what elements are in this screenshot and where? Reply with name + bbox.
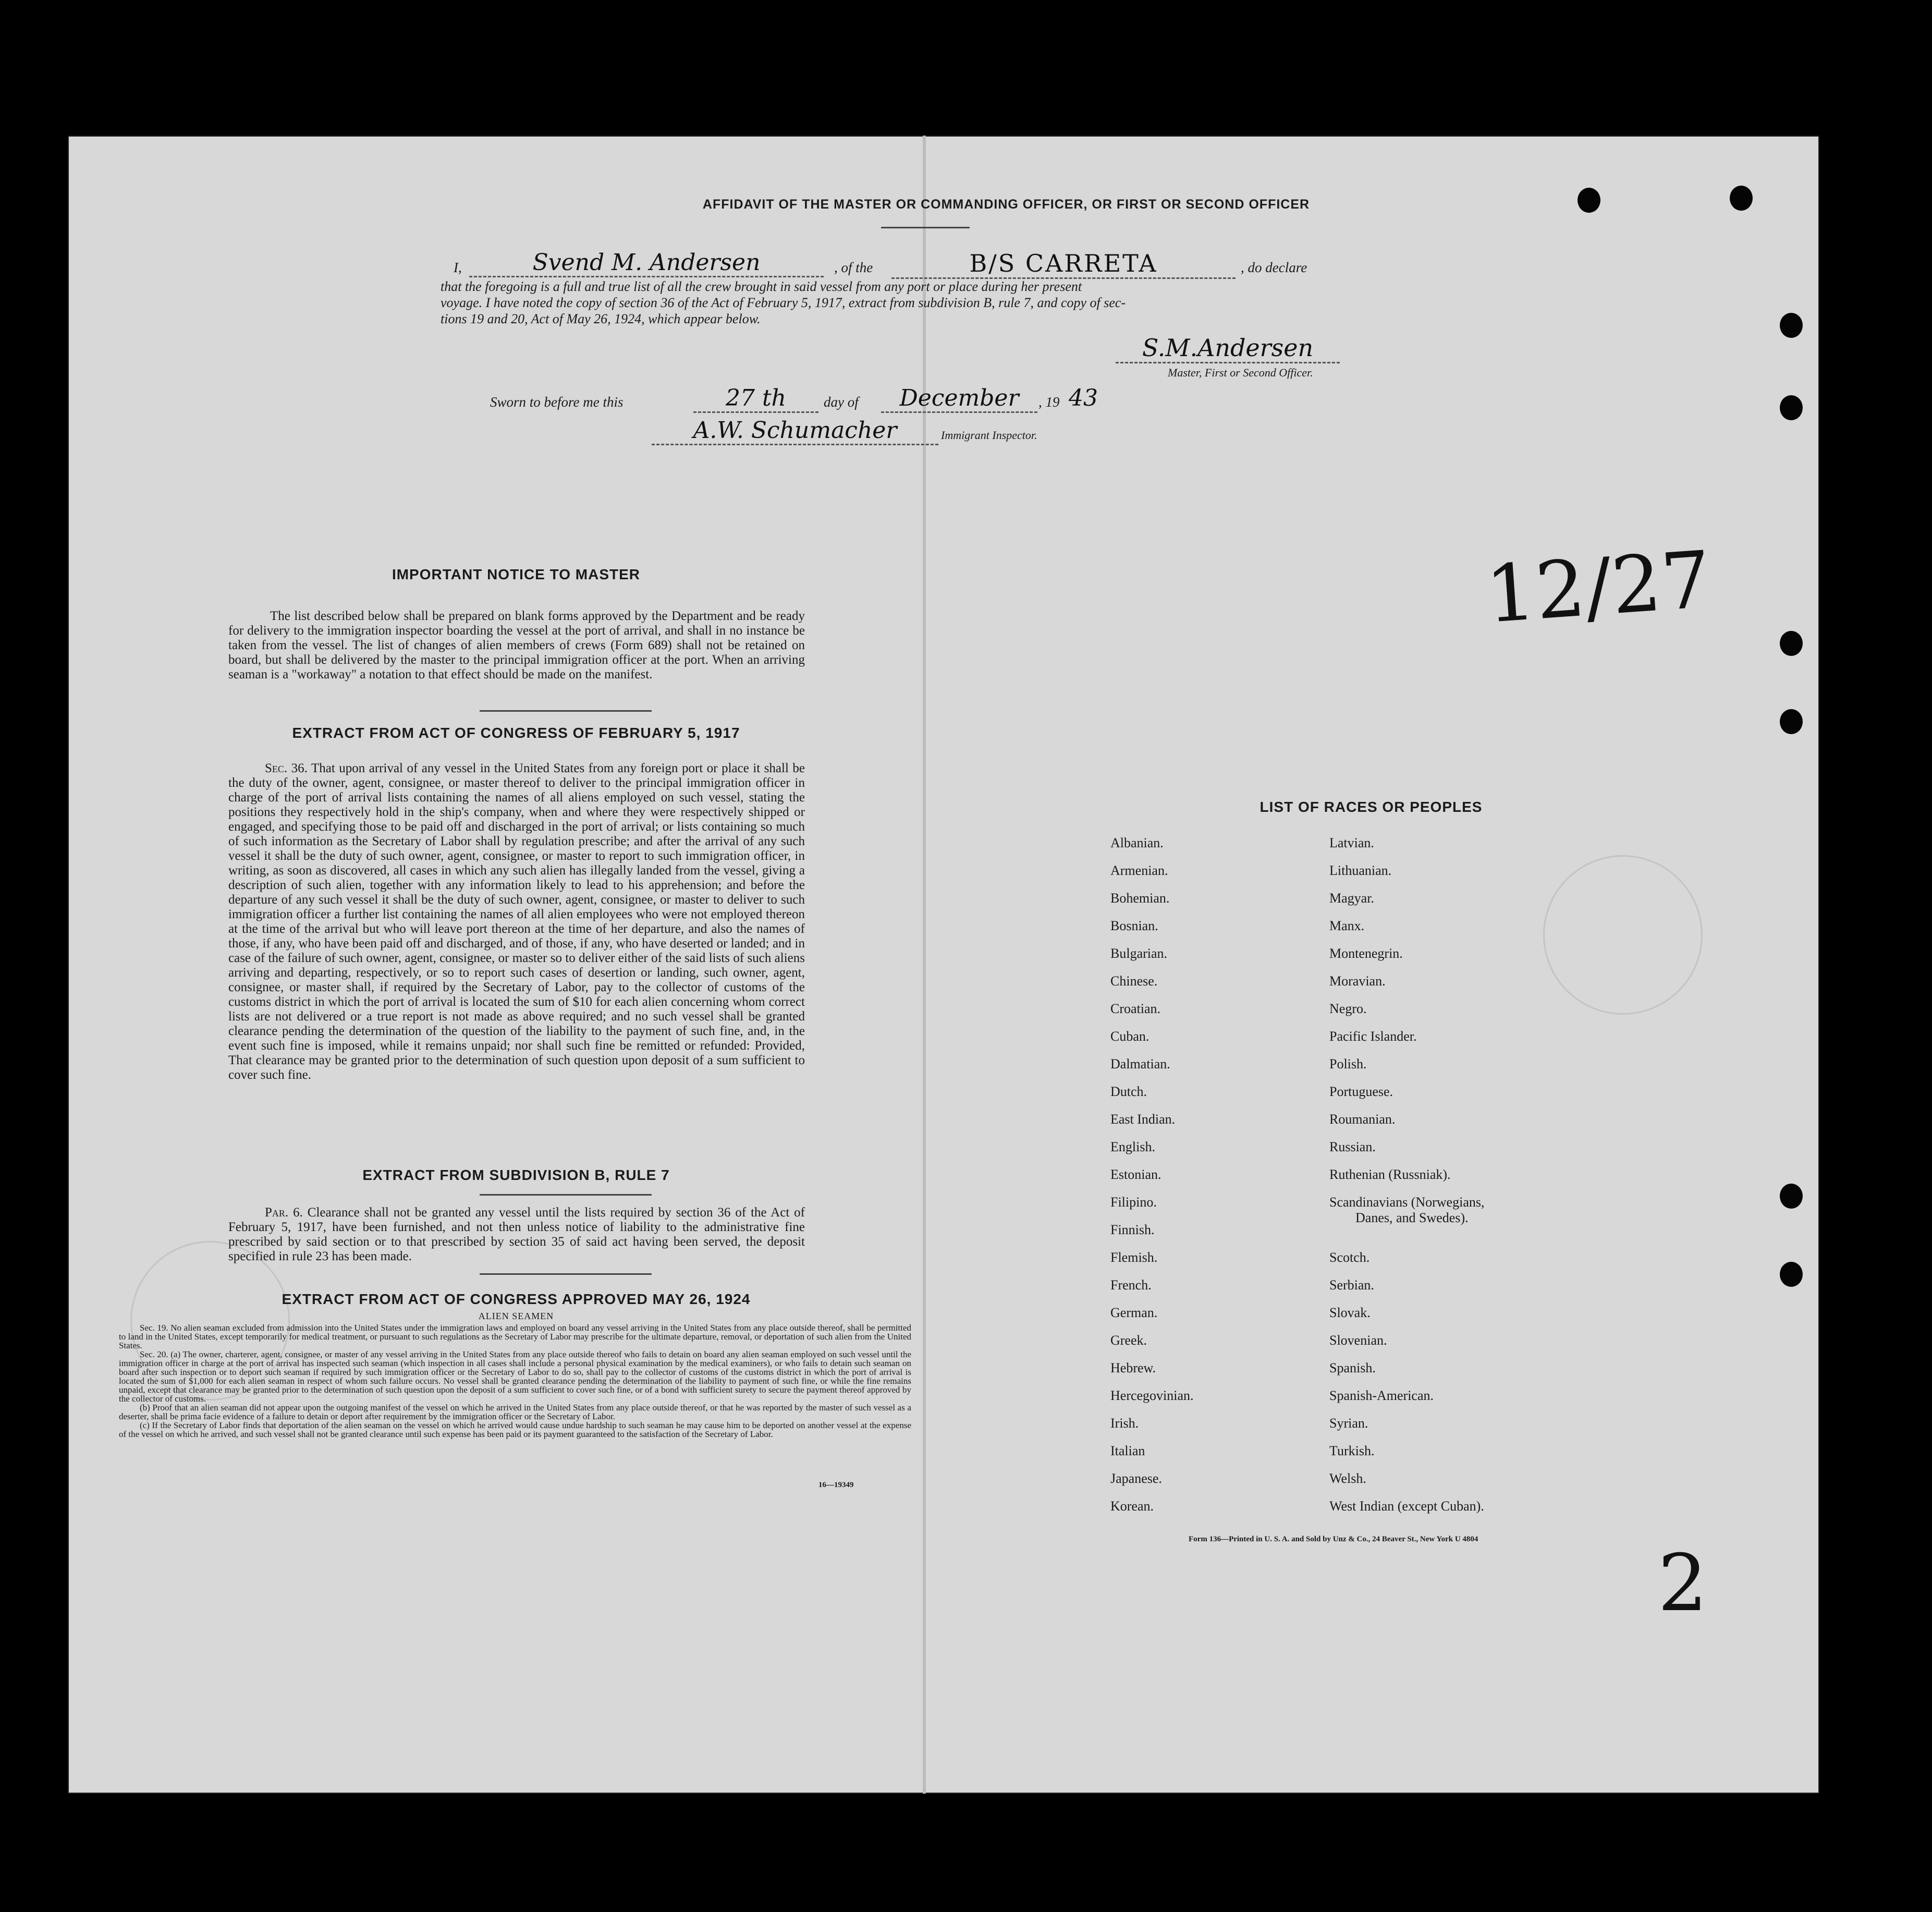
- document-sheet: [68, 136, 1819, 1794]
- affidavit-title: AFFIDAVIT OF THE MASTER OR COMMANDING OFFICER, OR FIRST OR SECOND OFFICER: [702, 197, 1310, 212]
- page-fold: [923, 136, 926, 1794]
- notice-title: IMPORTANT NOTICE TO MASTER: [392, 566, 641, 582]
- sworn-year: 43: [1069, 385, 1098, 411]
- race-item: German.: [1110, 1305, 1158, 1320]
- race-item: Slovak.: [1329, 1305, 1371, 1320]
- race-item: Latvian.: [1329, 835, 1374, 850]
- race-item: Finnish.: [1110, 1222, 1155, 1237]
- section-20c: (c) If the Secretary of Labor finds that deportation of the alien seaman on the vessel on which he arrived would cause undue hardship to such seaman he may cause him to be deported on another vessel at the expense of the vessel on which he arrived, and such vessel shall not be granted clearance until such expense has been paid or its payment guaranteed to the satisfaction of the Secretary of Labor.: [119, 1420, 911, 1439]
- punch-hole: [1780, 313, 1803, 338]
- extract-1924-subtitle: ALIEN SEAMEN: [478, 1311, 554, 1321]
- do-declare-label: , do declare: [1241, 260, 1307, 275]
- of-the-label: , of the: [834, 260, 873, 275]
- race-item: Hercegovinian.: [1110, 1388, 1194, 1403]
- vessel-name: B/S CARRETA: [891, 249, 1236, 279]
- race-item: Roumanian.: [1329, 1112, 1396, 1127]
- race-item: Scotch.: [1329, 1250, 1370, 1265]
- par-6-body: Clearance shall not be granted any vessel until the lists required by section 36 of the Act of February 5, 1917, have been furnished, and not then unless notice of liability to the administrative fine prescribed by said section or to that prescribed by section 35 of said act having been served, the deposit specified in rule 23 has been made.: [228, 1205, 805, 1263]
- extract-rule7-title: EXTRACT FROM SUBDIVISION B, RULE 7: [362, 1167, 670, 1183]
- race-item: Russian.: [1329, 1139, 1376, 1154]
- extract-1924-title: EXTRACT FROM ACT OF CONGRESS APPROVED MAY 26, 1924: [282, 1291, 751, 1307]
- section-36-body: That upon arrival of any vessel in the United States from any foreign port or place it shall be the duty of the owner, agent, consignee, or master thereof to deliver to the principal immigration officer in charge of the port of arrival lists containing the names of all aliens employed on such vessel, stating the positions they respectively hold in the ship's company, when and where they were respectively shipped or engaged, and specifying those to be paid off and discharged in the port of arrival; or lists containing so much of such information as the Secretary of Labor shall by regulation prescribe; and after the arrival of any such vessel it shall be the duty of such owner, agent, consignee, or master to report to such immigration officer, in writing, as soon as discovered, all cases in which any such alien has illegally landed from the vessel, giving a description of such alien, together with any information likely to lead to his apprehension; and before the departure of any such vessel it shall be the duty of such owner, agent, consignee, or master to deliver to such immigration officer a further list containing the names of all alien employees who were not employed thereon at the time of the arrival but who will leave port thereon at the time of her departure, and also the names of those, if any, who have been paid off and discharged, and of those, if any, who have deserted or landed; and in case of the failure of such owner, agent, consignee, or master so to deliver either of the said lists of such aliens arriving and departing, respectively, or so to report such cases of desertion or landing, such owner, agent, consignee, or master shall, if required by the Secretary of Labor, pay to the collector of customs of the customs district in which the port of arrival is located the sum of $10 for each alien concerning whom correct lists are not delivered or a true report is not made as above required; and no such vessel shall be granted clearance pending the determination of the question of the liability to the payment of such fine, and, in the event such fine is imposed, while it remains unpaid; nor shall such fine be remitted or refunded: Provided, That clearance may be granted prior to the determination of such question upon deposit of a sum sufficient to cover such fine.: [228, 761, 805, 1082]
- section-19: Sec. 19. No alien seaman excluded from admission into the United States under the immigration laws and employed on board any vessel arriving in the United States from any place outside thereof, shall be permitted to land in the United States, except temporarily for medical treatment, or pursuant to such regulations as the Secretary of Labor may prescribe for the ultimate departure, removal, or deportation of such alien from the United States.: [119, 1323, 911, 1350]
- race-item: Scandinavians (Norwegians,: [1329, 1195, 1485, 1210]
- notice-text: The list described below shall be prepared on blank forms approved by the Department and be ready for delivery to the immigration inspector boarding the vessel at the port of arrival, and shall in no instance be taken from the vessel. The list of changes of alien members of crews (Form 689) shall not be retained on board, but shall be delivered by the master to the principal immigration officer at the port. When an arriving seaman is a "workaway" a notation to that effect should be made on the manifest.: [228, 609, 805, 681]
- statement-line: that the foregoing is a full and true list of all the crew brought in said vessel from any port or place during her present: [441, 279, 1082, 294]
- race-item: Manx.: [1329, 918, 1365, 933]
- sworn-month: December: [881, 385, 1037, 413]
- race-item: English.: [1110, 1139, 1155, 1154]
- punch-hole: [1780, 631, 1803, 656]
- race-item: Italian: [1110, 1443, 1145, 1458]
- race-item: Japanese.: [1110, 1471, 1162, 1486]
- extract-rule7-text: [228, 1205, 805, 1264]
- declaration-statement: [441, 278, 1431, 327]
- races-left-column: [1110, 835, 1319, 1526]
- race-item: Syrian.: [1329, 1416, 1368, 1431]
- extract-1917-title: EXTRACT FROM ACT OF CONGRESS OF FEBRUARY 5, 1917: [292, 725, 740, 741]
- statement-line: tions 19 and 20, Act of May 26, 1924, which appear below.: [441, 311, 761, 326]
- races-right-column: [1329, 835, 1600, 1526]
- section-rule: [480, 1273, 652, 1275]
- title-rule: [881, 227, 970, 228]
- race-item: West Indian (except Cuban).: [1329, 1499, 1484, 1514]
- extract-1917-text: [228, 761, 805, 1082]
- race-item: Portuguese.: [1329, 1084, 1393, 1099]
- sworn-day: 27 th: [693, 385, 818, 413]
- page-number-annotation: 2: [1658, 1538, 1708, 1629]
- inspector-caption: Immigrant Inspector.: [941, 429, 1037, 442]
- race-item: Pacific Islander.: [1329, 1029, 1417, 1044]
- race-item: Cuban.: [1110, 1029, 1150, 1044]
- race-item: Ruthenian (Russniak).: [1329, 1167, 1451, 1182]
- statement-line: voyage. I have noted the copy of section 36 of the Act of February 5, 1917, extract from subdivision B, rule 7, and copy of sec-: [441, 295, 1126, 310]
- punch-hole: [1578, 188, 1600, 213]
- race-item: Croatian.: [1110, 1001, 1161, 1016]
- race-item: Albanian.: [1110, 835, 1164, 850]
- race-item: Greek.: [1110, 1333, 1147, 1348]
- race-item: Montenegrin.: [1329, 946, 1403, 961]
- race-item: Armenian.: [1110, 863, 1168, 878]
- form-footer: Form 136—Printed in U. S. A. and Sold by Unz & Co., 24 Beaver St., New York U 4804: [1189, 1535, 1478, 1543]
- date-annotation: 12/27: [1483, 534, 1714, 641]
- race-item: Korean.: [1110, 1499, 1154, 1514]
- race-item: Moravian.: [1329, 973, 1386, 989]
- punch-hole: [1780, 1262, 1803, 1287]
- punch-hole: [1780, 395, 1803, 420]
- par-6-label: Par. 6.: [265, 1205, 303, 1220]
- race-item: East Indian.: [1110, 1112, 1176, 1127]
- race-item: Dalmatian.: [1110, 1056, 1170, 1071]
- section-20b: (b) Proof that an alien seaman did not appear upon the outgoing manifest of the vessel on which he arrived in the United States from any place outside thereof, or that he was reported by the master of such vessel as a deserter, shall be prima facie evidence of a failure to detain or deport after requirement by the immigration officer or the Secretary of Labor.: [119, 1403, 911, 1421]
- race-item: Estonian.: [1110, 1167, 1161, 1182]
- inspector-signature: A.W. Schumacher: [652, 417, 938, 445]
- race-item: Bulgarian.: [1110, 946, 1168, 961]
- extract-1924-text: [119, 1323, 911, 1439]
- race-item: Chinese.: [1110, 973, 1158, 989]
- section-36-label: Sec. 36.: [265, 761, 308, 775]
- race-item: Magyar.: [1329, 891, 1374, 906]
- race-item: Slovenian.: [1329, 1333, 1387, 1348]
- race-item: Danes, and Swedes).: [1355, 1210, 1469, 1225]
- race-item: Filipino.: [1110, 1195, 1157, 1210]
- section-rule: [480, 1194, 652, 1196]
- declarant-prefix: I,: [454, 260, 462, 275]
- race-item: Polish.: [1329, 1056, 1367, 1071]
- print-code: 16—19349: [818, 1481, 854, 1489]
- races-title: LIST OF RACES OR PEOPLES: [1260, 799, 1483, 815]
- section-rule: [480, 710, 652, 712]
- sworn-year-prefix: , 19: [1038, 394, 1060, 410]
- race-item: Negro.: [1329, 1001, 1367, 1016]
- section-20a: Sec. 20. (a) The owner, charterer, agent, consignee, or master of any vessel arriving in the United States from any place outside thereof who fails to detain on board any alien seaman employed on such vessel until the immigration officer in charge at the port of arrival has inspected such seaman (which inspection in all cases shall include a personal physical examination by the medical examiners), or who fails to detain such seaman on board after such inspection or to deport such seaman if required by such immigration officer or the Secretary of Labor to do so, shall pay to the collector of customs of the customs district in which the port of arrival is located the sum of $1,000 for each alien seaman in respect of whom such failure occurs. No vessel shall be granted clearance pending the determination of the liability to payment of such fine, or while the fine remains unpaid, except that clearance may be granted prior to the determination of such question upon the deposit of a sum sufficient to cover such fine, or of a bond with sufficient surety to secure the payment thereof approved by the collector of customs.: [119, 1349, 911, 1404]
- race-item: Welsh.: [1329, 1471, 1366, 1486]
- race-item: Dutch.: [1110, 1084, 1147, 1099]
- race-item: Spanish-American.: [1329, 1388, 1434, 1403]
- race-item: Bohemian.: [1110, 891, 1170, 906]
- race-item: Serbian.: [1329, 1277, 1374, 1293]
- master-signature-caption: Master, First or Second Officer.: [1168, 366, 1313, 379]
- day-of-label: day of: [824, 394, 859, 410]
- sworn-prefix: Sworn to before me this: [490, 394, 623, 410]
- punch-hole: [1780, 709, 1803, 734]
- race-item: Hebrew.: [1110, 1360, 1156, 1375]
- declarant-name: Svend M. Andersen: [469, 249, 824, 277]
- race-item: Turkish.: [1329, 1443, 1375, 1458]
- punch-hole: [1780, 1184, 1803, 1209]
- race-item: Bosnian.: [1110, 918, 1158, 933]
- master-signature: S.M.Andersen: [1116, 334, 1340, 363]
- race-item: Spanish.: [1329, 1360, 1376, 1375]
- race-item: Irish.: [1110, 1416, 1139, 1431]
- race-item: Lithuanian.: [1329, 863, 1392, 878]
- punch-hole: [1730, 186, 1753, 211]
- race-item: French.: [1110, 1277, 1152, 1293]
- race-item: Flemish.: [1110, 1250, 1158, 1265]
